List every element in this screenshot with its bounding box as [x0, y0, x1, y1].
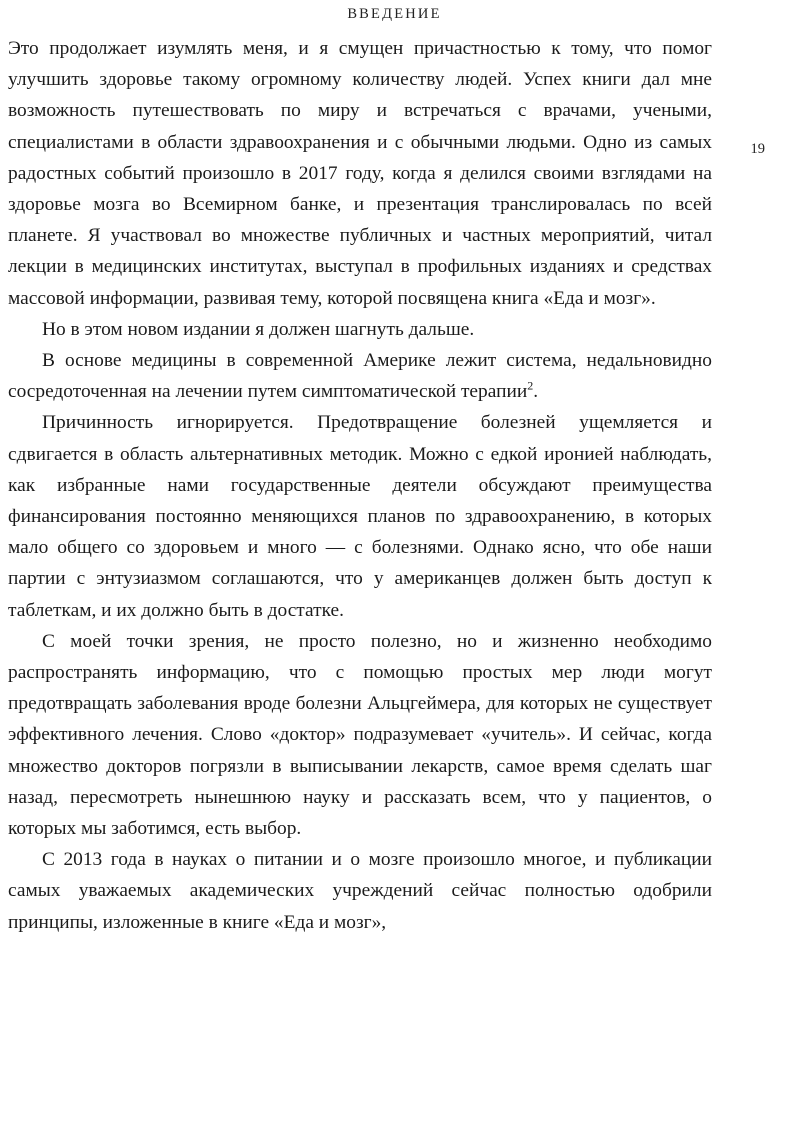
paragraph: Это продолжает изумлять меня, и я смущен причастностью к тому, что помог улучшить здоровье такому огромному количеству людей. Успех книги дал мне возможность путешествовать по миру и встречаться с врачами, учеными, специалистами в области здравоохранения и с обычными людьми. Одно из самых радостных событий произошло в 2017 году, когда я делился своими взглядами на здоровье мозга во Всемирном банке, и презентация транслировалась по всей планете. Я участвовал во множестве публичных и частных мероприятий, читал лекции в медицинских институтах, выступал в профильных изданиях и средствах массовой информации, развивая тему, которой посвящена книга «Еда и мозг». [8, 38, 712, 309]
paragraph: Причинность игнорируется. Предотвращение болезней ущемляется и сдвигается в область альтернативных методик. Можно с едкой иронией наблюдать, как избранные нами государственные деятели обсуждают преимущества финансирования постоянно меняющихся планов по здравоохранению, в которых мало общего со здоровьем и много — с болезнями. Однако ясно, что обе наши партии с энтузиазмом соглашаются, что у американцев должен быть доступ к таблеткам, и их должно быть в достатке. [8, 412, 712, 621]
page-number: 19 [750, 141, 765, 157]
paragraph-text-tail: . [533, 381, 539, 403]
paragraph: С моей точки зрения, не просто полезно, но и жизненно необходимо распространять информацию, что с помощью простых мер люди могут предотвращать заболевания вроде болезни Альцгеймера, для которых не существует эффективного лечения. Слово «доктор» подразумевает «учитель». И сейчас, когда множество докторов погрязли в выписывании лекарств, самое время сделать шаг назад, пересмотреть нынешнюю науку и рассказать всем, что у пациентов, о которых мы заботимся, есть выбор. [8, 630, 712, 840]
paragraph: С 2013 года в науках о питании и о мозге произошло многое, и публикации самых уважаемых академических учреждений сейчас полностью одобрили принципы, изложенные в книге «Еда и мозг», [8, 849, 712, 933]
paragraph-text: В основе медицины в современной Америке лежит система, недальновидно сосредоточенная на лечении путем симптоматической терапии [8, 350, 712, 403]
body-text-column [8, 33, 712, 938]
paragraph: Но в этом новом издании я должен шагнуть дальше. [42, 318, 475, 340]
running-head: ВВЕДЕНИЕ [347, 6, 442, 22]
paragraph-with-footnote [8, 345, 712, 407]
footnote-marker: 2 [527, 378, 534, 393]
